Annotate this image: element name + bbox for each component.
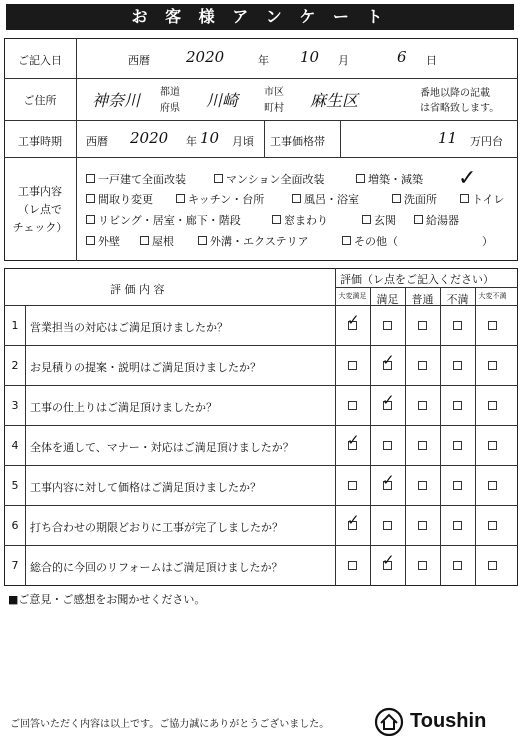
toilet-checkmark: ✓ xyxy=(458,166,477,191)
date-year-value: 2020 xyxy=(186,48,225,66)
rating-checkbox[interactable] xyxy=(488,361,497,370)
rating-checkmark: ✓ xyxy=(382,351,395,369)
rating-checkbox[interactable] xyxy=(488,481,497,490)
date-label: ご記入日 xyxy=(18,54,62,67)
question-number: 2 xyxy=(11,359,19,372)
question-text: お見積りの提案・説明はご満足頂けましたか？ xyxy=(30,361,261,374)
work-option-checkbox[interactable] xyxy=(86,174,95,183)
rating-checkbox[interactable] xyxy=(418,441,427,450)
price-range-value: 11 xyxy=(438,129,458,147)
work-option-checkbox[interactable] xyxy=(342,236,351,245)
rating-scale-label: 不満 xyxy=(446,293,469,306)
price-range-label: 工事価格帯 xyxy=(270,135,325,148)
question-text: 営業担当の対応はご満足頂けましたか？ xyxy=(30,321,228,334)
work-option-checkbox[interactable] xyxy=(356,174,365,183)
question-text: 打ち合わせの期限どおりに工事が完了しましたか？ xyxy=(30,521,283,534)
work-option-label: 玄関 xyxy=(374,214,396,227)
work-label-line1: 工事内容 xyxy=(18,185,62,198)
work-option-checkbox[interactable] xyxy=(86,215,95,224)
price-range-unit: 万円台 xyxy=(470,135,503,148)
house-logo-icon xyxy=(372,706,406,736)
work-option-checkbox[interactable] xyxy=(292,194,301,203)
work-option-checkbox[interactable] xyxy=(86,236,95,245)
work-option-label: マンション全面改装 xyxy=(226,173,325,186)
address-city-unit-bottom: 町村 xyxy=(264,103,284,114)
date-year-unit: 年 xyxy=(258,54,269,67)
rating-scale-label: 満足 xyxy=(376,293,399,306)
rating-checkbox[interactable] xyxy=(418,361,427,370)
rating-checkbox[interactable] xyxy=(453,321,462,330)
address-note-line2: は省略致します。 xyxy=(420,103,500,114)
question-number: 5 xyxy=(11,479,19,492)
work-option-checkbox[interactable] xyxy=(176,194,185,203)
rating-checkbox[interactable] xyxy=(418,561,427,570)
rating-checkmark: ✓ xyxy=(382,391,395,409)
date-month-value: 10 xyxy=(300,48,320,66)
comments-area[interactable] xyxy=(4,606,518,698)
rating-checkbox[interactable] xyxy=(383,321,392,330)
footer-message: ご回答いただく内容は以上です。ご協力誠にありがとうございました。 xyxy=(10,719,330,730)
rating-checkmark: ✓ xyxy=(347,311,360,329)
work-option-checkbox[interactable] xyxy=(272,215,281,224)
rating-checkbox[interactable] xyxy=(453,561,462,570)
date-day-unit: 日 xyxy=(426,54,437,67)
brand-name: Toushin xyxy=(410,709,487,732)
rating-checkbox[interactable] xyxy=(348,561,357,570)
work-option-label: 間取り変更 xyxy=(98,193,153,206)
rating-checkmark: ✓ xyxy=(347,431,360,449)
work-option-label: 外溝・エクステリア xyxy=(210,235,309,248)
work-option-label: 一戸建て全面改装 xyxy=(98,173,186,186)
work-option-checkbox[interactable] xyxy=(198,236,207,245)
rating-checkmark: ✓ xyxy=(382,471,395,489)
rating-scale-label: 普通 xyxy=(411,293,434,306)
question-number: 1 xyxy=(11,319,19,332)
rating-checkbox[interactable] xyxy=(488,401,497,410)
work-label-line3: チェック） xyxy=(12,221,68,234)
work-option-label: その他（ xyxy=(354,235,398,248)
work-option-label: 給湯器 xyxy=(426,214,459,227)
rating-checkmark: ✓ xyxy=(382,551,395,569)
work-option-label: 窓まわり xyxy=(284,214,328,227)
evaluation-items-header: 評 価 内 容 xyxy=(110,283,165,296)
address-prefecture: 神奈川 xyxy=(92,91,141,110)
rating-checkbox[interactable] xyxy=(488,521,497,530)
rating-checkbox[interactable] xyxy=(488,561,497,570)
survey-title: お 客 様 ア ン ケ ー ト xyxy=(6,4,514,30)
rating-checkbox[interactable] xyxy=(488,321,497,330)
work-close-paren: ） xyxy=(482,235,493,248)
comments-label: ■ご意見・ご感想をお聞かせください。 xyxy=(8,593,206,606)
date-era: 西暦 xyxy=(128,54,150,67)
work-option-label: 屋根 xyxy=(152,235,174,248)
rating-checkbox[interactable] xyxy=(453,481,462,490)
work-option-checkbox[interactable] xyxy=(86,194,95,203)
question-text: 総合的に今回のリフォームはご満足頂けましたか？ xyxy=(30,561,283,574)
address-pref-unit-bottom: 府県 xyxy=(160,103,180,114)
date-month-unit: 月 xyxy=(338,54,349,67)
rating-checkbox[interactable] xyxy=(453,361,462,370)
brand-logo xyxy=(372,706,486,736)
work-option-checkbox[interactable] xyxy=(414,215,423,224)
question-text: 工事の仕上りはご満足頂けましたか？ xyxy=(30,401,217,414)
question-number: 7 xyxy=(11,559,19,572)
question-number: 3 xyxy=(11,399,19,412)
work-option-checkbox[interactable] xyxy=(392,194,401,203)
date-day-value: 6 xyxy=(397,48,407,66)
rating-checkbox[interactable] xyxy=(453,521,462,530)
evaluation-rating-header: 評価（レ点をご記入ください） xyxy=(340,273,494,286)
work-option-label: リビング・居室・廊下・階段 xyxy=(98,214,241,227)
rating-checkbox[interactable] xyxy=(418,321,427,330)
question-number: 6 xyxy=(11,519,19,532)
rating-checkbox[interactable] xyxy=(383,521,392,530)
rating-checkbox[interactable] xyxy=(453,441,462,450)
rating-checkbox[interactable] xyxy=(488,441,497,450)
rating-checkmark: ✓ xyxy=(347,511,360,529)
address-label: ご住所 xyxy=(23,94,57,107)
period-month-unit: 月頃 xyxy=(232,135,254,148)
work-option-label: 外壁 xyxy=(98,235,120,248)
rating-checkbox[interactable] xyxy=(348,481,357,490)
work-option-checkbox[interactable] xyxy=(362,215,371,224)
address-pref-unit-top: 都道 xyxy=(160,87,180,98)
question-text: 全体を通して、マナー・対応はご満足頂けましたか？ xyxy=(30,441,294,454)
address-city-unit-top: 市区 xyxy=(264,87,284,98)
address-ward: 麻生区 xyxy=(310,91,359,110)
period-month-value: 10 xyxy=(200,129,220,147)
work-option-label: 増築・減築 xyxy=(368,173,423,186)
rating-checkbox[interactable] xyxy=(418,401,427,410)
address-note-line1: 番地以降の記載 xyxy=(420,88,490,99)
work-option-checkbox[interactable] xyxy=(214,174,223,183)
work-option-checkbox[interactable] xyxy=(460,194,469,203)
rating-checkbox[interactable] xyxy=(383,441,392,450)
period-year-unit: 年 xyxy=(186,135,197,148)
work-option-label: 洗面所 xyxy=(404,193,437,206)
work-option-label: トイレ xyxy=(472,193,505,206)
work-option-checkbox[interactable] xyxy=(140,236,149,245)
work-label-line2: （レ点で xyxy=(18,203,62,216)
rating-scale-label: 大変満足 xyxy=(338,292,367,300)
work-option-label: 風呂・浴室 xyxy=(304,193,359,206)
rating-checkbox[interactable] xyxy=(418,481,427,490)
rating-checkbox[interactable] xyxy=(348,361,357,370)
work-option-label: キッチン・台所 xyxy=(188,193,265,206)
period-year-value: 2020 xyxy=(130,129,169,147)
period-era: 西暦 xyxy=(86,135,108,148)
question-text: 工事内容に対して価格はご満足頂けましたか？ xyxy=(30,481,261,494)
rating-checkbox[interactable] xyxy=(418,521,427,530)
rating-scale-label: 大変不満 xyxy=(478,292,507,300)
period-label: 工事時期 xyxy=(18,135,62,148)
rating-checkbox[interactable] xyxy=(348,401,357,410)
rating-checkbox[interactable] xyxy=(453,401,462,410)
address-city: 川崎 xyxy=(206,91,239,110)
question-number: 4 xyxy=(11,439,19,452)
